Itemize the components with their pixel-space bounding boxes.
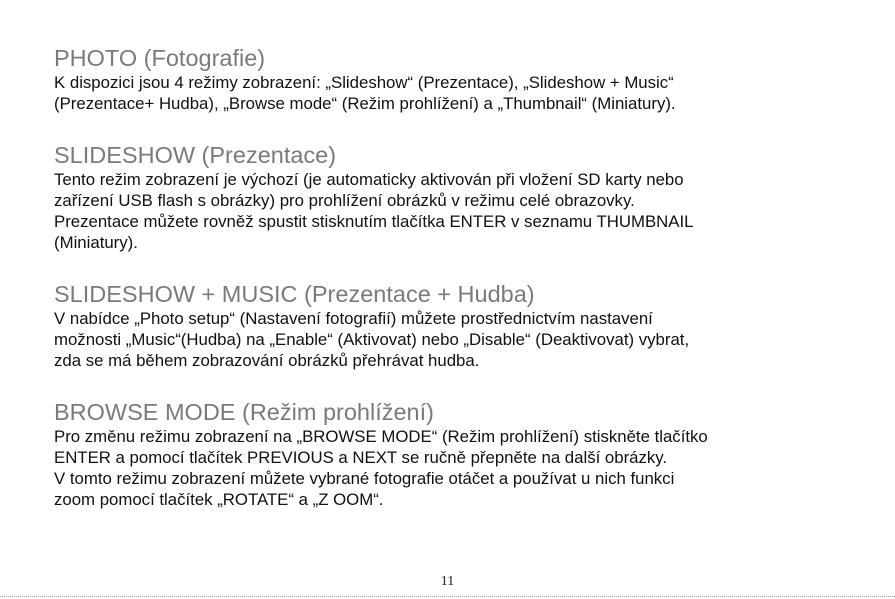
- page-number: 11: [440, 574, 455, 589]
- section-paragraph: [54, 308, 884, 371]
- section-heading: SLIDESHOW + MUSIC (Prezentace + Hudba): [54, 281, 535, 307]
- section-paragraph: [54, 426, 884, 510]
- section-paragraph: [54, 72, 884, 114]
- paragraph-line: V tomto režimu zobrazení můžete vybrané fotografie otáčet a používat u nich funkci: [54, 469, 675, 488]
- section-slideshow: [54, 141, 884, 253]
- section-paragraph: [54, 169, 884, 253]
- section-slideshow-music: [54, 280, 884, 371]
- paragraph-line: Prezentace můžete rovněž spustit stisknutím tlačítka ENTER v seznamu THUMBNAIL: [54, 212, 694, 231]
- paragraph-line: (Miniatury).: [54, 233, 138, 252]
- paragraph-line: ENTER a pomocí tlačítek PREVIOUS a NEXT se ručně přepněte na další obrázky.: [54, 448, 668, 467]
- paragraph-line: K dispozici jsou 4 režimy zobrazení: „Slideshow“ (Prezentace), „Slideshow + Music“: [54, 73, 674, 92]
- paragraph-line: Pro změnu režimu zobrazení na „BROWSE MODE“ (Režim prohlížení) stiskněte tlačítko: [54, 427, 708, 446]
- section-photo: [54, 44, 884, 114]
- section-heading: PHOTO (Fotografie): [54, 45, 266, 71]
- footer-divider: [0, 596, 895, 597]
- paragraph-line: zařízení USB flash s obrázky) pro prohlížení obrázků v režimu celé obrazovky.: [54, 191, 635, 210]
- page-content: [54, 44, 884, 537]
- section-browse-mode: [54, 398, 884, 510]
- paragraph-line: (Prezentace+ Hudba), „Browse mode“ (Režim prohlížení) a „Thumbnail“ (Miniatury).: [54, 94, 676, 113]
- paragraph-line: zoom pomocí tlačítek „ROTATE“ a „Z OOM“.: [54, 490, 384, 509]
- section-heading: BROWSE MODE (Režim prohlížení): [54, 399, 434, 425]
- paragraph-line: Tento režim zobrazení je výchozí (je automaticky aktivován při vložení SD karty nebo: [54, 170, 684, 189]
- paragraph-line: V nabídce „Photo setup“ (Nastavení fotografií) můžete prostřednictvím nastavení: [54, 309, 653, 328]
- section-heading: SLIDESHOW (Prezentace): [54, 142, 337, 168]
- paragraph-line: možnosti „Music“(Hudba) na „Enable“ (Aktivovat) nebo „Disable“ (Deaktivovat) vybrat,: [54, 330, 690, 349]
- paragraph-line: zda se má během zobrazování obrázků přehrávat hudba.: [54, 351, 480, 370]
